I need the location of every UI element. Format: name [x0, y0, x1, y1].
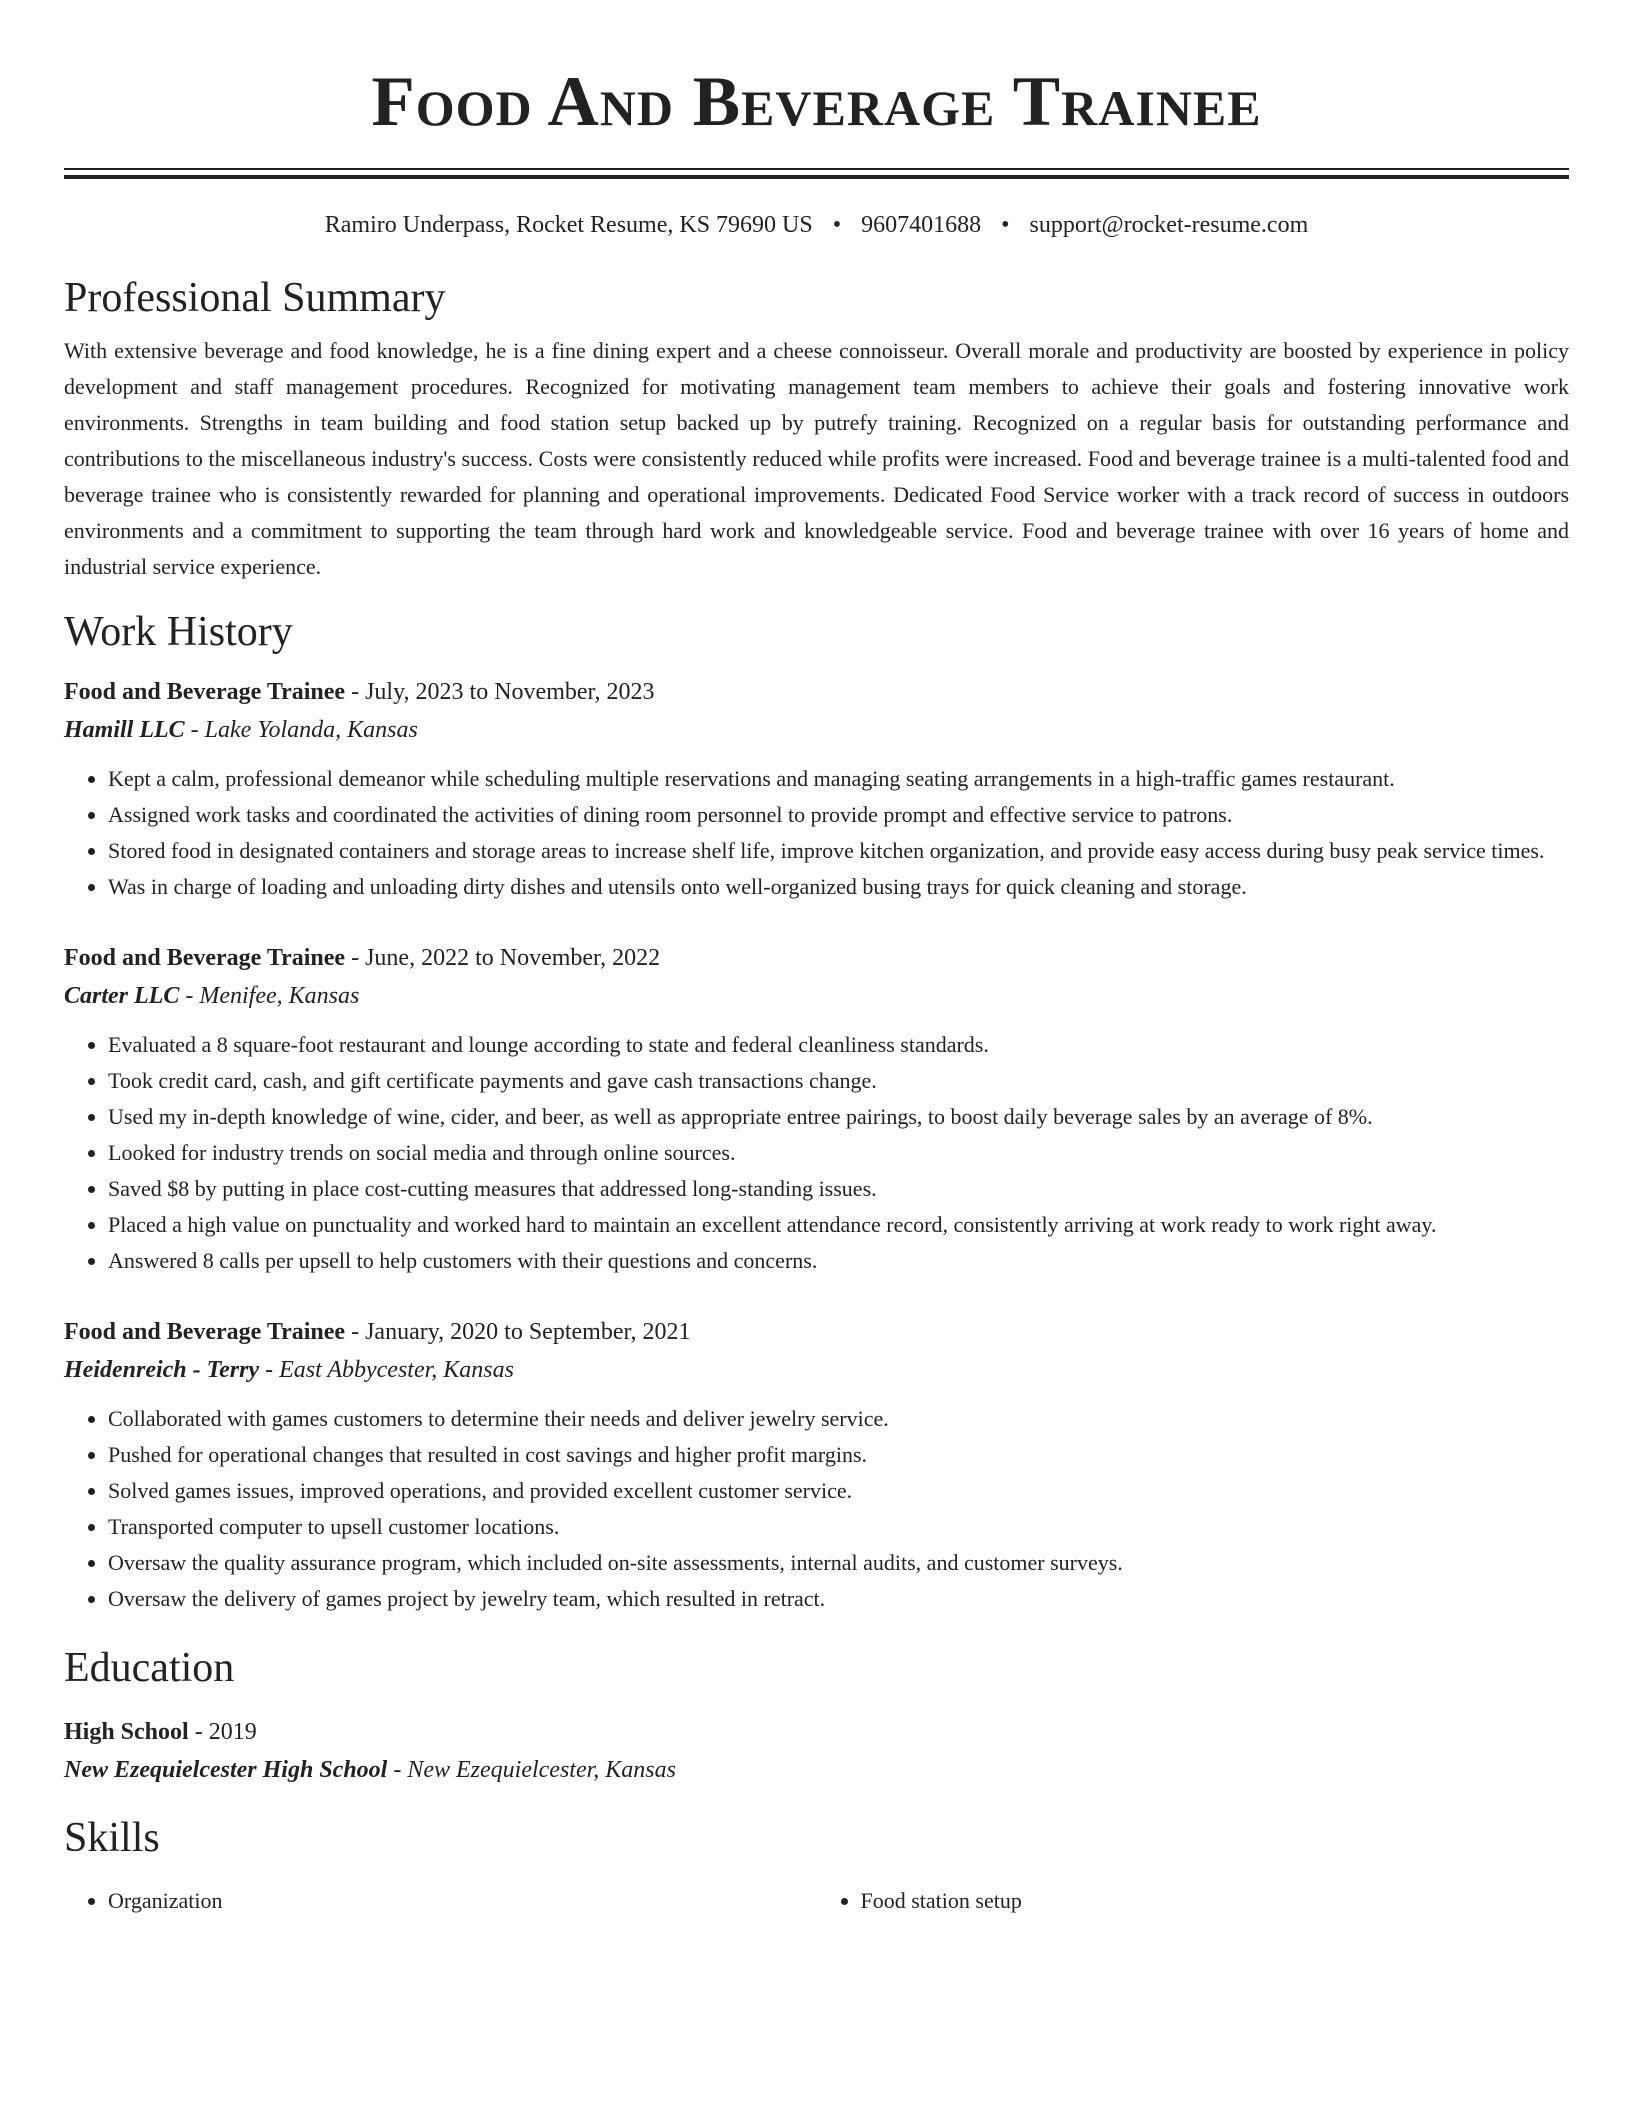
- job-role: Food and Beverage Trainee: [64, 679, 346, 705]
- job-bullet: • Solved games issues, improved operations, and provided excellent customer service.: [108, 1473, 1569, 1509]
- job-bullets: [64, 1401, 1569, 1617]
- job-title-line: [64, 939, 1569, 977]
- contact-separator: •: [1001, 212, 1010, 238]
- resume-title: Food And Beverage Trainee: [371, 63, 1262, 141]
- education-location: - New Ezequielcester, Kansas: [387, 1757, 676, 1783]
- education-school: New Ezequielcester High School: [64, 1757, 388, 1783]
- skill-item: • Organization: [108, 1883, 817, 1919]
- company-line: [64, 711, 1569, 749]
- contact-phone: 9607401688: [861, 212, 982, 238]
- skills-column-right: [817, 1883, 1570, 1919]
- job-bullet: • Transported computer to upsell customer locations.: [108, 1509, 1569, 1545]
- contact-email: support@rocket-resume.com: [1029, 212, 1309, 238]
- contact-address: Ramiro Underpass, Rocket Resume, KS 79690 US: [324, 212, 813, 238]
- job-role: Food and Beverage Trainee: [64, 1319, 346, 1345]
- job-company: Hamill LLC: [64, 717, 185, 743]
- summary-text: With extensive beverage and food knowledge, he is a fine dining expert and a cheese connoisseur. Overall morale and productivity are boosted by experience in policy development and staff management procedures. Recognized for motivating management team members to achieve their goals and fostering innovative work environments. Strengths in team building and food station setup backed up by putrefy training. Recognized on a regular basis for outstanding performance and contributions to the miscellaneous industry's success. Costs were consistently reduced while profits were increased. Food and beverage trainee is a multi-talented food and beverage trainee who is consistently rewarded for planning and operational improvements. Dedicated Food Service worker with a track record of success in outdoors environments and a commitment to supporting the team through hard work and knowledgeable service. Food and beverage trainee with over 16 years of home and industrial service experience.: [64, 338, 1569, 579]
- job-bullet: • Stored food in designated containers and storage areas to increase shelf life, improve kitchen organization, and provide easy access during busy peak service times.: [108, 833, 1569, 869]
- job-bullet: • Oversaw the quality assurance program, which included on-site assessments, internal audits, and customer surveys.: [108, 1545, 1569, 1581]
- skills-column-left: [64, 1883, 817, 1919]
- job-bullet: • Assigned work tasks and coordinated the activities of dining room personnel to provide prompt and effective service to patrons.: [108, 797, 1569, 833]
- job-bullet: • Placed a high value on punctuality and worked hard to maintain an excellent attendance record, consistently arriving at work ready to work right away.: [108, 1207, 1569, 1243]
- job-entry: [64, 939, 1569, 1279]
- skills-list: [64, 1883, 1569, 1919]
- education-degree-line: [64, 1713, 1569, 1751]
- contact-line: [64, 209, 1569, 241]
- job-bullet: • Answered 8 calls per upsell to help customers with their questions and concerns.: [108, 1243, 1569, 1279]
- job-bullet: • Was in charge of loading and unloading dirty dishes and utensils onto well-organized busing trays for quick cleaning and storage.: [108, 869, 1569, 905]
- education-degree: High School: [64, 1719, 189, 1745]
- job-bullet: • Saved $8 by putting in place cost-cutting measures that addressed long-standing issues.: [108, 1171, 1569, 1207]
- job-entry: [64, 1313, 1569, 1617]
- contact-separator: •: [832, 212, 842, 238]
- job-bullet: • Used my in-depth knowledge of wine, cider, and beer, as well as appropriate entree pairings, to boost daily beverage sales by an average of 8%.: [108, 1099, 1569, 1135]
- company-line: [64, 1351, 1569, 1389]
- resume-page: [64, 0, 1569, 1919]
- job-role: Food and Beverage Trainee: [64, 945, 346, 971]
- summary-heading: Professional Summary: [64, 275, 446, 321]
- job-company: Carter LLC: [64, 983, 180, 1009]
- job-dates: - July, 2023 to November, 2023: [345, 679, 655, 705]
- job-dates: - June, 2022 to November, 2022: [345, 945, 661, 971]
- title-divider-thick: [64, 175, 1569, 179]
- job-bullet: • Oversaw the delivery of games project by jewelry team, which resulted in retract.: [108, 1581, 1569, 1617]
- work-history-heading: Work History: [64, 609, 293, 655]
- education-school-line: [64, 1751, 1569, 1789]
- skill-item: • Food station setup: [861, 1883, 1570, 1919]
- title-divider-thin: [64, 168, 1569, 170]
- job-title-line: [64, 673, 1569, 711]
- job-location: - Menifee, Kansas: [179, 983, 360, 1009]
- job-company: Heidenreich - Terry: [64, 1357, 260, 1383]
- skills-heading: Skills: [64, 1815, 160, 1861]
- company-line: [64, 977, 1569, 1015]
- job-bullet: • Looked for industry trends on social media and through online sources.: [108, 1135, 1569, 1171]
- job-location: - Lake Yolanda, Kansas: [184, 717, 418, 743]
- job-bullet: • Collaborated with games customers to determine their needs and deliver jewelry service.: [108, 1401, 1569, 1437]
- job-bullet: • Took credit card, cash, and gift certificate payments and gave cash transactions change.: [108, 1063, 1569, 1099]
- job-bullets: [64, 1027, 1569, 1279]
- job-entry: [64, 673, 1569, 905]
- job-dates: - January, 2020 to September, 2021: [345, 1319, 691, 1345]
- education-heading: Education: [64, 1645, 235, 1691]
- job-bullet: • Kept a calm, professional demeanor while scheduling multiple reservations and managing seating arrangements in a high-traffic games restaurant.: [108, 761, 1569, 797]
- job-location: - East Abbycester, Kansas: [259, 1357, 514, 1383]
- education-entry: [64, 1713, 1569, 1789]
- job-bullet: • Pushed for operational changes that resulted in cost savings and higher profit margins.: [108, 1437, 1569, 1473]
- job-title-line: [64, 1313, 1569, 1351]
- education-year: - 2019: [188, 1719, 257, 1745]
- job-bullet: • Evaluated a 8 square-foot restaurant and lounge according to state and federal cleanliness standards.: [108, 1027, 1569, 1063]
- job-bullets: [64, 761, 1569, 905]
